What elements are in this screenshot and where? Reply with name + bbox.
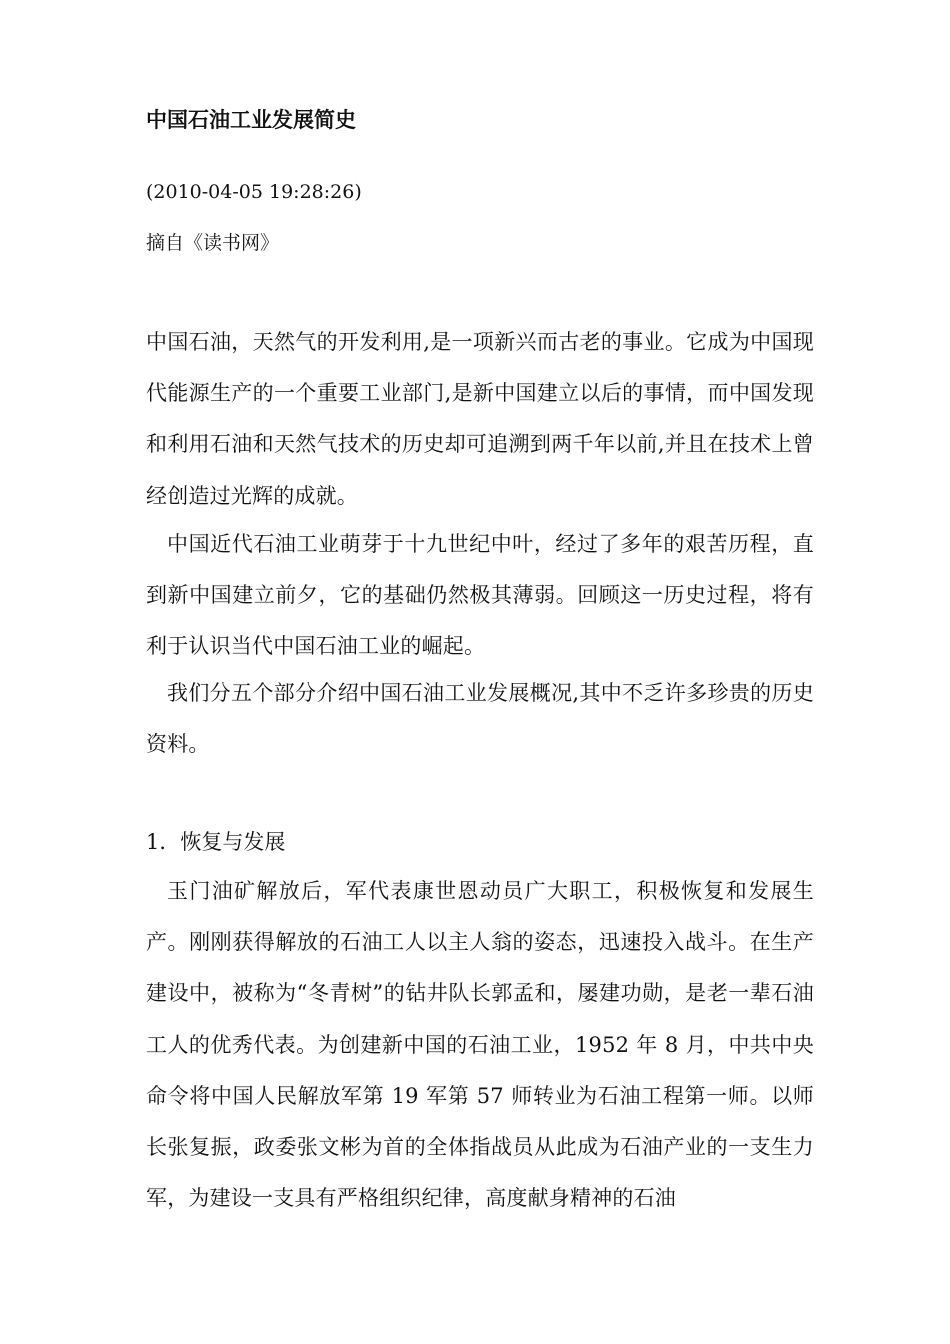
section-paragraph: 玉门油矿解放后，军代表康世恩动员广大职工，积极恢复和发展生产。刚刚获得解放的石油工人以主人翁的姿态，迅速投入战斗。在生产建设中，被称为“冬青树”的钻井队长郭孟和，屡建功勋，是老一辈石油工人的优秀代表。为创建新中国的石油工业，1952 年 8 月，中共中央命令将中国人民解放军第 19 军第 57 师转业为石油工程第一师。以师长张复振，政委张文彬为首的全体指战员从此成为石油产业的一支生力军，为建设一支具有严格组织纪律，高度献身精神的石油 — [146, 879, 814, 1211]
section-heading: 1．恢复与发展 — [146, 830, 286, 854]
history-paragraph: 中国近代石油工业萌芽于十九世纪中叶，经过了多年的艰苦历程，直到新中国建立前夕，它的基础仍然极其薄弱。回顾这一历史过程，将有利于认识当代中国石油工业的崛起。 — [146, 532, 814, 659]
document-title: 中国石油工业发展简史 — [146, 108, 356, 132]
source-attribution: 摘自《读书网》 — [146, 232, 280, 254]
publish-date: (2010-04-05 19:28:26) — [146, 181, 362, 203]
intro-paragraph: 中国石油，天然气的开发利用,是一项新兴而古老的事业。它成为中国现代能源生产的一个重要工业部门,是新中国建立以后的事情，而中国发现和利用石油和天然气技术的历史却可追溯到两千年以前,并且在技术上曾经创造过光辉的成就。 — [146, 330, 814, 508]
overview-paragraph: 我们分五个部分介绍中国石油工业发展概况,其中不乏许多珍贵的历史资料。 — [146, 681, 814, 757]
